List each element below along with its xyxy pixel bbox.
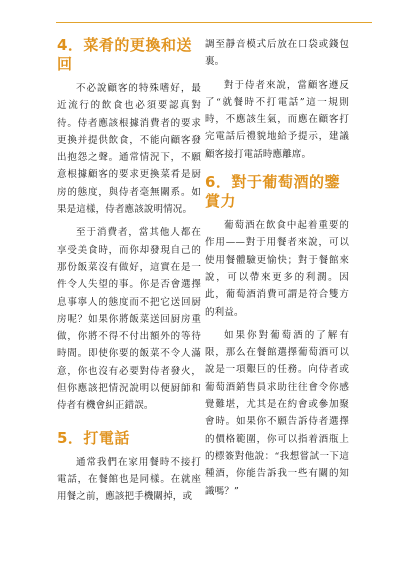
paragraph-waiter-phone-rule: 對于侍者來說，當顧客遵反了“就餐時不打電話”這一規則時，不應該生氣，而應在顧客打完電話后禮貌地給予提示，建議顧客接打電話時應離席。 (205, 79, 349, 160)
paragraph-continuation: 調至靜音模式后放在口袋或錢包裏。 (205, 39, 349, 68)
paragraph-dish-change: 不必說顧客的特殊嗜好，最近流行的飲食也必須要認真對待。侍者應該根據消費者的要求更換并提供飲食，不能向顧客發出抱怨之聲。通常情況下，不願意根據顧客的要求更換菜肴是厨房的態度，與侍者毫無關系。如果是這樣，侍者應該說明情况。 (57, 83, 201, 216)
right-column (205, 36, 349, 500)
paragraph-wine-role: 葡萄酒在飲食中起着重要的作用——對于用餐者來說，可以使用餐體驗更愉快；對于餐館來說，可以帶來更多的利潤。因此，葡萄酒消費可謂是符合雙方的利益。 (205, 220, 349, 318)
section-heading-6: 6．對于葡萄酒的鑒賞力 (205, 173, 340, 211)
paragraph-sending-back: 至于消費者，當其他人都在享受美食時，而你却發現自己的那份飯菜沒有做好，這實在是一件令人失望的事。你是否會選擇息事寧人的態度而不把它送回厨房呢？如果你將飯菜送回厨房重做，你將不得不付出額外的等待時間。即使你要的飯菜不令人滿意，你也沒有必要對侍者發火，但你應該把情況說明以便厨師和侍者有機會糾正錯誤。 (57, 227, 201, 412)
section-heading-5: 5．打電話 (57, 428, 130, 447)
section-heading-4: 4．菜肴的更換和送回 (57, 36, 192, 73)
left-column (57, 36, 201, 506)
top-rule (56, 22, 372, 23)
paragraph-phone-calls: 通常我們在家用餐時不接打電話，在餐館也是同樣。在就座用餐之前，應該把手機關掉，或 (57, 456, 201, 503)
paragraph-wine-choice: 如果你對葡萄酒的了解有限，那么在餐館選擇葡萄酒可以說是一項艱巨的任務。向侍者或葡萄酒銷售員求助往往會令你感覺難堪，尤其是在約會或參加聚會時。如果你不願告訴侍者選擇的價格範圍，你可以指着酒瓶上的標簽對他說：“我想嘗試一下這種酒，你能告訴我一些有關的知識嗎？” (205, 329, 349, 497)
